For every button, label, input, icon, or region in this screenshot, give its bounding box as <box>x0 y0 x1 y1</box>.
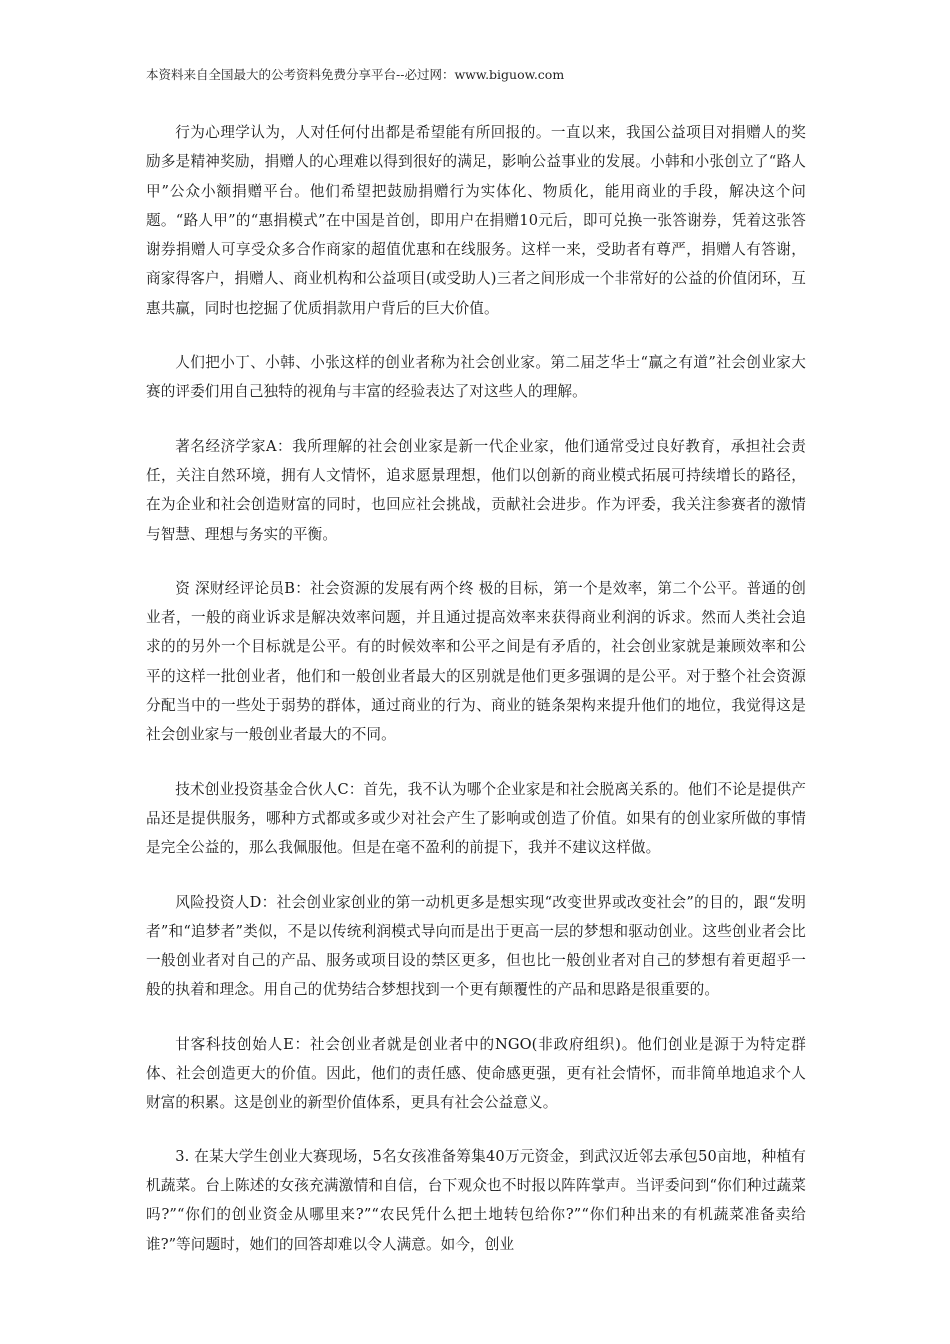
paragraph-social-entrepreneurs: 人们把小丁、小韩、小张这样的创业者称为社会创业家。第二届芝华士“赢之有道”社会创业家大赛的评委们用自己独特的视角与丰富的经验表达了对这些人的理解。 <box>146 354 806 401</box>
document-body <box>146 118 806 1284</box>
paragraph-commentator-b: 资 深财经评论员B：社会资源的发展有两个终 极的目标，第一个是效率，第二个公平。普通的创业者，一般的商业诉求是解决效率问题，并且通过提高效率来获得商业利润的诉求。然而人类社会追求的的另外一个目标就是公平。有的时候效率和公平之间是有矛盾的，社会创业家就是兼顾效率和公平的这样一批创业者，他们和一般创业者最大的区别就是他们更多强调的是公平。对于整个社会资源分配当中的一些处于弱势的群体，通过商业的行为、商业的链条架构来提升他们的地位，我觉得这是社会创业家与一般创业者最大的不同。 <box>146 579 806 744</box>
paragraph-donation-platform: 行为心理学认为，人对任何付出都是希望能有所回报的。一直以来，我国公益项目对捐赠人的奖励多是精神奖励，捐赠人的心理难以得到很好的满足，影响公益事业的发展。小韩和小张创立了“路人甲”公众小额捐赠平台。他们希望把鼓励捐赠行为实体化、物质化，能用商业的手段，解决这个问题。“路人甲”的“惠捐模式”在中国是首创，即用户在捐赠10元后，即可兑换一张答谢券，凭着这张答谢券捐赠人可享受众多合作商家的超值优惠和在线服务。这样一来，受助者有尊严，捐赠人有答谢，商家得客户，捐赠人、商业机构和公益项目(或受助人)三者之间形成一个非常好的公益的价值闭环，互惠共赢，同时也挖掘了优质捐款用户背后的巨大价值。 <box>146 124 806 317</box>
paragraph-founder-e: 甘客科技创始人E：社会创业者就是创业者中的NGO(非政府组织)。他们创业是源于为特定群体、社会创造更大的价值。因此，他们的责任感、使命感更强，更有社会情怀，而非简单地追求个人财富的积累。这是创业的新型价值体系，更具有社会公益意义。 <box>146 1035 806 1112</box>
paragraph-question-3: 3. 在某大学生创业大赛现场，5名女孩准备筹集40万元资金，到武汉近邻去承包50亩地，种植有机蔬菜。台上陈述的女孩充满激情和自信，台下观众也不时报以阵阵掌声。当评委问到“你们种过蔬菜吗?”“你们的创业资金从哪里来?”“农民凭什么把土地转包给你?”“你们种出来的有机蔬菜准备卖给谁?”等问题时，她们的回答却难以令人满意。如今，创业 <box>146 1147 806 1253</box>
paragraph-economist-a: 著名经济学家A：我所理解的社会创业家是新一代企业家，他们通常受过良好教育，承担社会责任，关注自然环境，拥有人文情怀，追求愿景理想，他们以创新的商业模式拓展可持续增长的路径，在为企业和社会创造财富的同时，也回应社会挑战，贡献社会进步。作为评委，我关注参赛者的激情与智慧、理想与务实的平衡。 <box>146 437 806 543</box>
paragraph-partner-c: 技术创业投资基金合伙人C：首先，我不认为哪个企业家是和社会脱离关系的。他们不论是提供产品还是提供服务，哪种方式都或多或少对社会产生了影响或创造了价值。如果有的创业家所做的事情是完全公益的，那么我佩服他。但是在毫不盈利的前提下，我并不建议这样做。 <box>146 780 806 857</box>
page-header: 本资料来自全国最大的公考资料免费分享平台--必过网：www.biguow.com <box>146 67 565 82</box>
paragraph-investor-d: 风险投资人D：社会创业家创业的第一动机更多是想实现“改变世界或改变社会”的目的，跟“发明者”和“追梦者”类似，不是以传统利润模式导向而是出于更高一层的梦想和驱动创业。这些创业者会比一般创业者对自己的产品、服务或项目设的禁区更多，但也比一般创业者对自己的梦想有着更超乎一般的执着和理念。用自己的优势结合梦想找到一个更有颠覆性的产品和思路是很重要的。 <box>146 893 806 999</box>
